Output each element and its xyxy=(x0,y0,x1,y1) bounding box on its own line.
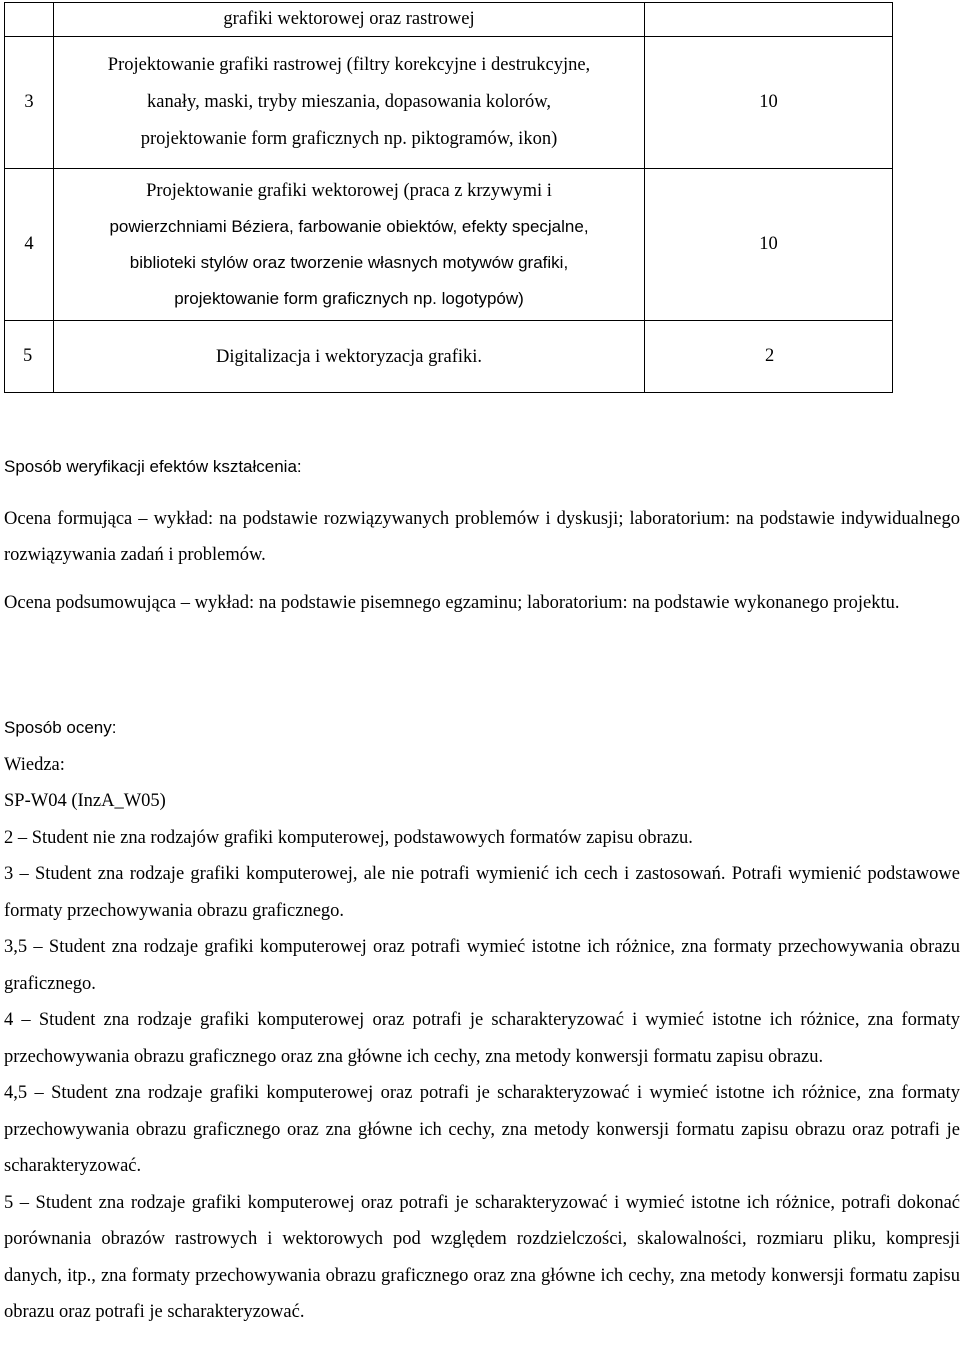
topic-line: projektowanie form graficznych np. logotypów) xyxy=(174,288,524,308)
verification-section xyxy=(4,449,960,621)
topic-number-cell: 5 xyxy=(5,321,54,393)
table-row xyxy=(5,3,893,37)
topic-description-cell xyxy=(54,3,645,37)
verification-heading: Sposób weryfikacji efektów kształcenia: xyxy=(4,457,302,476)
topic-line: Projektowanie grafiki wektorowej (praca z krzywymi i xyxy=(146,180,552,201)
grading-section xyxy=(4,710,960,1331)
summative-assessment: Ocena podsumowująca – wykład: na podstawie pisemnego egzaminu; laboratorium: na podstawie wykonanego projektu. xyxy=(4,592,900,613)
grade-criterion: 5 – Student zna rodzaje grafiki komputerowej oraz potrafi je scharakteryzować i wymieć istotne ich różnice, potrafi dokonać porównania obrazów rastrowych i wektorowych pod względem rozdzielczości, skalowalności, rozmiaru pliku, kompresji danych, itp., zna formaty przechowywania obrazu graficznego oraz zna główne ich cechy, zna metody konwersji formatu zapisu obrazu oraz potrafi je scharakteryzować. xyxy=(4,1192,960,1322)
grade-criterion: 4 – Student zna rodzaje grafiki komputerowej oraz potrafi je scharakteryzować i wymieć istotne ich różnice, zna formaty przechowywania obrazu graficznego oraz zna główne ich cechy, zna metody konwersji formatu zapisu obrazu. xyxy=(4,1010,960,1067)
topic-hours-cell: 10 xyxy=(645,169,893,321)
topic-line: biblioteki stylów oraz tworzenie własnych motywów grafiki, xyxy=(129,252,569,272)
grade-criterion: 2 – Student nie zna rodzajów grafiki komputerowej, podstawowych formatów zapisu obrazu. xyxy=(4,827,693,848)
grade-criterion: 4,5 – Student zna rodzaje grafiki komputerowej oraz potrafi je scharakteryzować i wymieć istotne ich różnice, zna formaty przechowywania obrazu graficznego oraz zna główne ich cechy, zna metody konwersji formatu zapisu obrazu oraz potrafi je scharakteryzować. xyxy=(4,1083,960,1176)
topic-number-cell: 3 xyxy=(5,37,54,169)
grade-criterion: 3 – Student zna rodzaje grafiki komputerowej, ale nie potrafi wymienić ich cech i zastosowań. Potrafi wymienić podstawowe formaty przechowywania obrazu graficznego. xyxy=(4,864,960,921)
topic-line: Digitalizacja i wektoryzacja grafiki. xyxy=(215,346,483,367)
topic-number-cell xyxy=(5,3,54,37)
table-row xyxy=(5,37,893,169)
topic-hours-cell xyxy=(645,3,893,37)
topic-description-cell xyxy=(54,321,645,393)
topic-number-cell: 4 xyxy=(5,169,54,321)
topic-description-cell xyxy=(54,37,645,169)
topic-hours-cell: 10 xyxy=(645,37,893,169)
knowledge-label: Wiedza: xyxy=(4,754,65,775)
topic-line: Projektowanie grafiki rastrowej (filtry korekcyjne i destrukcyjne, xyxy=(107,55,591,75)
topic-line: grafiki wektorowej oraz rastrowej xyxy=(223,9,475,29)
table-row xyxy=(5,169,893,321)
topic-line: kanały, maski, tryby mieszania, dopasowania kolorów, xyxy=(147,92,551,112)
topic-line: powierzchniami Béziera, farbowanie obiektów, efekty specjalne, xyxy=(109,216,589,236)
topic-line: projektowanie form graficznych np. piktogramów, ikon) xyxy=(140,129,558,149)
topic-description-cell xyxy=(54,169,645,321)
topic-hours-cell: 2 xyxy=(645,321,893,393)
learning-outcome-code: SP-W04 (InzA_W05) xyxy=(4,791,166,811)
grade-criterion: 3,5 – Student zna rodzaje grafiki komputerowej oraz potrafi wymieć istotne ich różnice, zna formaty przechowywania obrazu graficznego. xyxy=(4,937,960,994)
table-row xyxy=(5,321,893,393)
formative-assessment: Ocena formująca – wykład: na podstawie rozwiązywanych problemów i dyskusji; laboratorium: na podstawie indywidualnego rozwiązywania zadań i problemów. xyxy=(4,508,960,565)
grading-heading: Sposób oceny: xyxy=(4,718,117,737)
syllabus-topics-table xyxy=(4,2,893,393)
